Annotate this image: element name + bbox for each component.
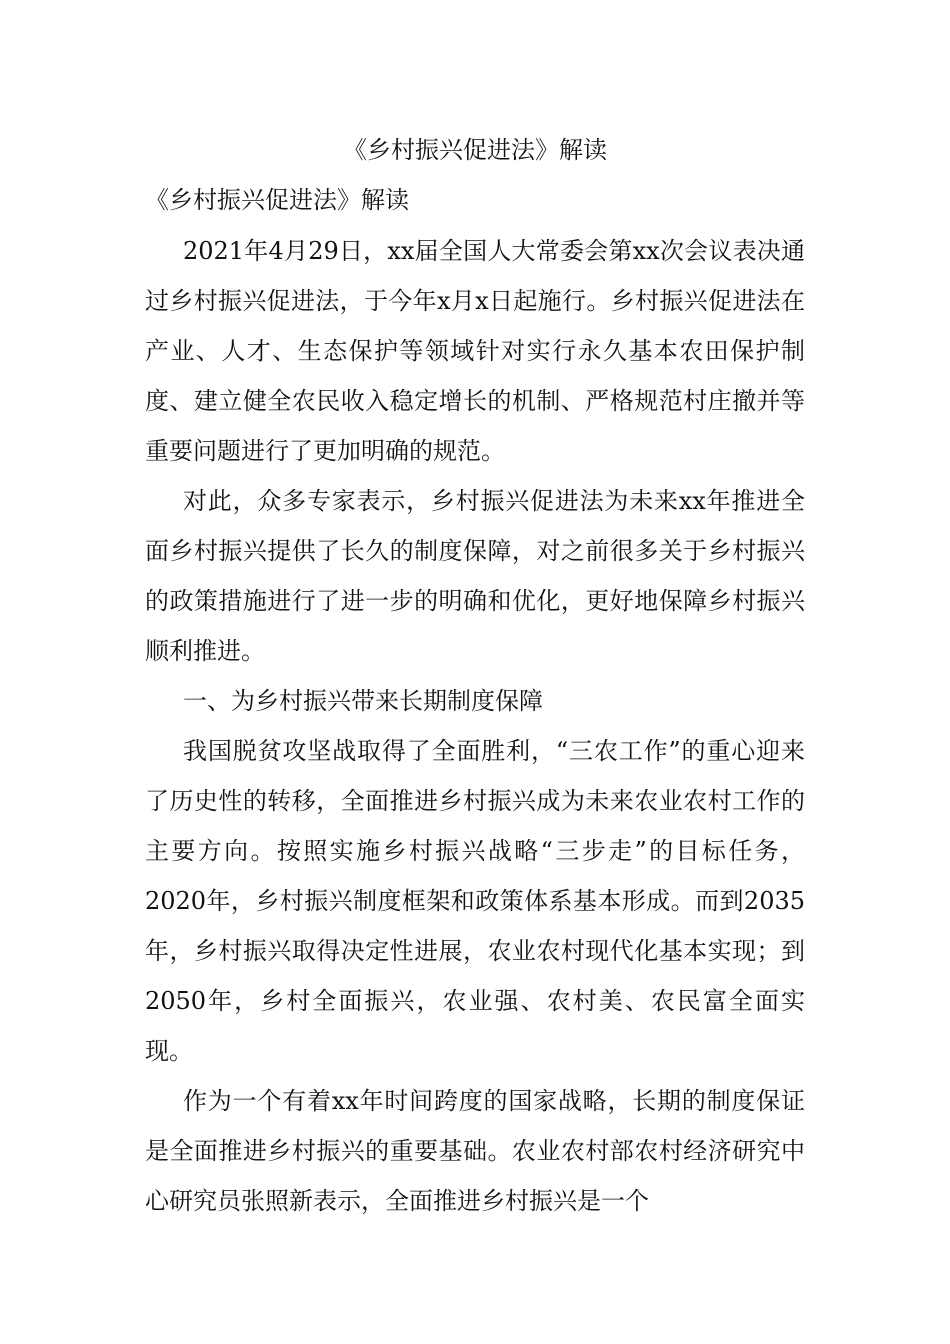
paragraph-experts: 对此，众多专家表示，乡村振兴促进法为未来xx年推进全面乡村振兴提供了长久的制度保障，对之前很多关于乡村振兴的政策措施进行了进一步的明确和优化，更好地保障乡村振兴顺利推进。 — [145, 487, 805, 665]
section-heading: 一、为乡村振兴带来长期制度保障 — [183, 687, 543, 715]
paragraph-goals: 我国脱贫攻坚战取得了全面胜利，“三农工作”的重心迎来了历史性的转移，全面推进乡村振兴成为未来农业农村工作的主要方向。按照实施乡村振兴战略“三步走”的目标任务，2020年，乡村振兴制度框架和政策体系基本形成。而到2035年，乡村振兴取得决定性进展，农业农村现代化基本实现；到2050年，乡村全面振兴，农业强、农村美、农民富全面实现。 — [145, 737, 805, 1065]
document-body — [145, 178, 805, 1226]
document-title: 《乡村振兴促进法》解读 — [343, 136, 607, 164]
paragraph-strategy: 作为一个有着xx年时间跨度的国家战略，长期的制度保证是全面推进乡村振兴的重要基础。农业农村部农村经济研究中心研究员张照新表示，全面推进乡村振兴是一个 — [145, 1087, 805, 1215]
document-subtitle: 《乡村振兴促进法》解读 — [145, 186, 409, 214]
paragraph-intro: 2021年4月29日，xx届全国人大常委会第xx次会议表决通过乡村振兴促进法，于今年x月x日起施行。乡村振兴促进法在产业、人才、生态保护等领域针对实行永久基本农田保护制度、建立健全农民收入稳定增长的机制、严格规范村庄撤并等重要问题进行了更加明确的规范。 — [145, 237, 805, 465]
